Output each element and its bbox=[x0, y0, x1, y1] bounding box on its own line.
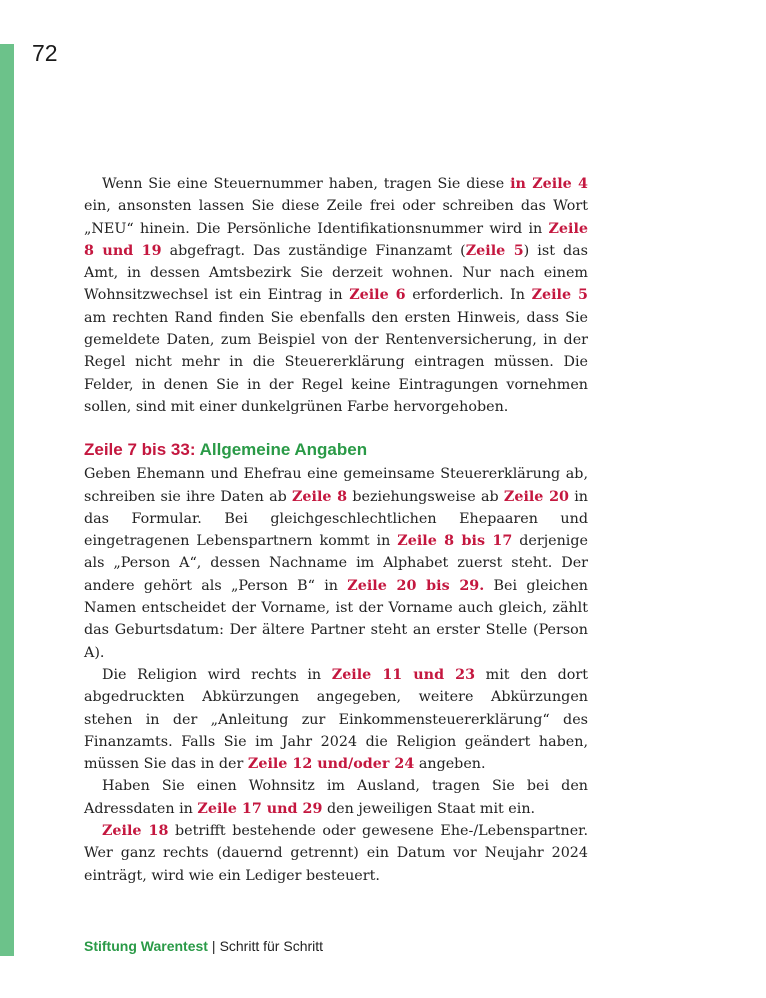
heading-title: Allgemeine Angaben bbox=[199, 440, 368, 460]
main-text bbox=[84, 173, 588, 887]
line-reference: Zeile 8 bis 17 bbox=[397, 533, 513, 550]
page-footer bbox=[84, 938, 323, 954]
footer-series: Schritt für Schritt bbox=[219, 938, 324, 954]
line-reference: Zeile 20 bbox=[503, 488, 569, 505]
line-reference: Zeile 8 bbox=[292, 488, 348, 505]
line-reference: Zeile 20 bis 29. bbox=[347, 577, 485, 594]
line-reference: Zeile 12 und/oder 24 bbox=[247, 756, 415, 773]
paragraph-steuernummer: Wenn Sie eine Steuernummer haben, tragen Sie diese in Zeile 4 ein, ansonsten lassen Sie diese Zeile frei oder schreiben das Wort „NEU“ hinein. Die Persönliche Identifikationsnummer wird in Zeile 8 und 19 abgefragt. Das zuständige Finanzamt (Zeile 5) ist das Amt, in dessen Amtsbezirk Sie derzeit wohnen. Nur nach einem Wohnsitzwechsel ist ein Eintrag in Zeile 6 erforderlich. In Zeile 5 am rechten Rand finden Sie ebenfalls den ersten Hinweis, dass Sie gemeldete Daten, zum Beispiel von der Rentenversicherung, in der Regel nicht mehr in die Steuererklärung eintragen müssen. Die Felder, in denen Sie in der Regel keine Eintragungen vornehmen sollen, sind mit einer dunkelgrünen Farbe hervorgehoben. bbox=[84, 176, 588, 415]
line-reference: Zeile 18 bbox=[102, 823, 169, 840]
paragraph-ehepaare: Geben Ehemann und Ehefrau eine gemeinsame Steuererklärung ab, schreiben sie ihre Daten ab Zeile 8 beziehungsweise ab Zeile 20 in das Formular. Bei gleichgeschlechtlichen Ehepaaren und eingetragenen Lebenspartnern kommt in Zeile 8 bis 17 derjenige als „Person A“, dessen Nachname im Alphabet zuerst steht. Der andere gehört als „Person B“ in Zeile 20 bis 29. Bei gleichen Namen entscheidet der Vorname, ist der Vorname auch gleich, zählt das Geburtsdatum: Der ältere Partner steht an erster Stelle (Person A). bbox=[84, 466, 589, 661]
line-reference: Zeile 11 und 23 bbox=[331, 666, 476, 683]
line-reference: Zeile 5 bbox=[531, 287, 588, 304]
line-reference: Zeile 5 bbox=[465, 242, 524, 259]
side-color-bar bbox=[0, 44, 14, 956]
footer-brand: Stiftung Warentest bbox=[84, 938, 208, 954]
line-reference: Zeile 6 bbox=[349, 287, 406, 304]
line-reference: in Zeile 4 bbox=[510, 176, 588, 192]
heading-line-range: Zeile 7 bis 33: bbox=[84, 440, 196, 460]
paragraph-religion: Die Religion wird rechts in Zeile 11 und 23 mit den dort abgedruckten Abkürzungen angegeben, weitere Abkürzungen stehen in der „Anleitung zur Einkommensteuererklärung“ des Finanzamts. Falls Sie im Jahr 2024 die Religion geändert haben, müssen Sie das in der Zeile 12 und/oder 24 angeben. bbox=[84, 666, 588, 773]
page-number: 72 bbox=[32, 40, 58, 66]
line-reference: Zeile 17 und 29 bbox=[197, 800, 323, 817]
paragraph-ausland: Haben Sie einen Wohnsitz im Ausland, tragen Sie bei den Adressdaten in Zeile 17 und 29 den jeweiligen Staat mit ein. bbox=[84, 778, 588, 817]
line-reference: Zeile 8 und 19 bbox=[84, 220, 588, 259]
paragraph-lebenspartner: Zeile 18 betrifft bestehende oder gewesene Ehe-/Lebenspartner. Wer ganz rechts (dauernd getrennt) ein Datum vor Neujahr 2024 einträgt, wird wie ein Lediger besteuert. bbox=[84, 823, 588, 884]
section-heading bbox=[84, 439, 588, 461]
footer-separator: | bbox=[211, 938, 216, 954]
